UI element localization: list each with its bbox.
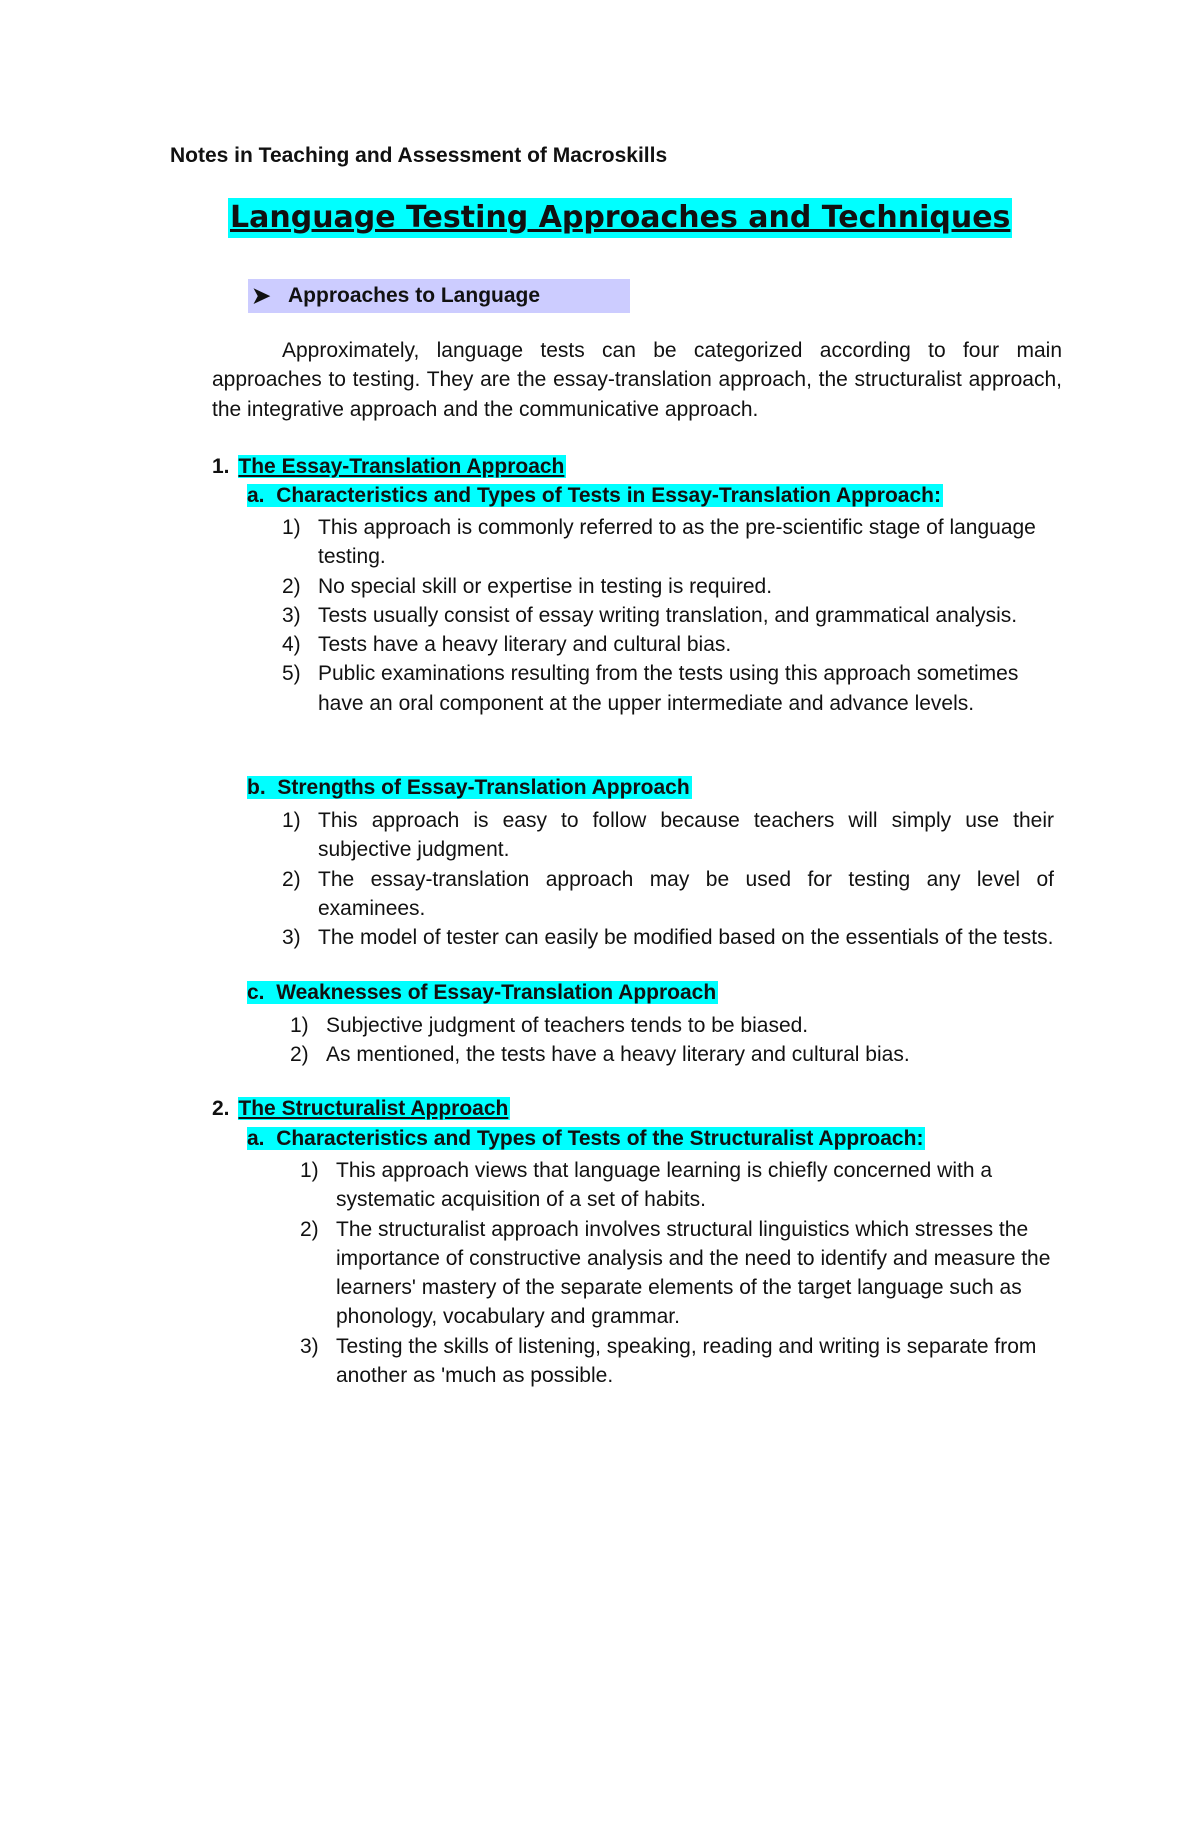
- list-2a: [300, 1156, 1058, 1390]
- section-1-heading: [212, 455, 566, 479]
- section-title: The Essay-Translation Approach: [238, 455, 565, 478]
- document-header: Notes in Teaching and Assessment of Macroskills: [170, 144, 668, 167]
- intro-paragraph: [212, 336, 1062, 424]
- subsection-title: Weaknesses of Essay-Translation Approach: [276, 981, 717, 1004]
- subsection-letter: b.: [247, 776, 266, 799]
- list-item: 2) As mentioned, the tests have a heavy literary and cultural bias.: [290, 1043, 910, 1067]
- subsection-1b-heading: [247, 776, 692, 800]
- list-item: 3) The model of tester can easily be modified based on the essentials of the tests.: [282, 926, 1054, 950]
- subsection-1c-heading: [247, 981, 718, 1005]
- list-item: 3) Tests usually consist of essay writing translation, and grammatical analysis.: [282, 603, 1018, 627]
- subsection-title: Strengths of Essay-Translation Approach: [277, 776, 690, 799]
- section-title: The Structuralist Approach: [238, 1097, 509, 1120]
- list-1c: [290, 1011, 1046, 1070]
- arrow-bullet-icon: ➤: [252, 283, 271, 308]
- subsection-title: Characteristics and Types of Tests in Essay-Translation Approach:: [276, 484, 941, 507]
- approaches-heading: Approaches to Language: [288, 284, 541, 307]
- subsection-letter: a.: [247, 484, 265, 507]
- subsection-title: Characteristics and Types of Tests of the Structuralist Approach:: [276, 1127, 924, 1150]
- list-1a: [282, 513, 1038, 718]
- list-item: 2) The essay-translation approach may be used for testing any level of examinees.: [282, 867, 1054, 920]
- subsection-2a-heading: [247, 1127, 925, 1151]
- list-item: 5) Public examinations resulting from the tests using this approach sometimes have an oral component at the upper intermediate and advance levels.: [282, 662, 1019, 715]
- subsection-1a-heading: [247, 484, 943, 508]
- list-item: 2) No special skill or expertise in testing is required.: [282, 574, 773, 598]
- subsection-letter: c.: [247, 981, 265, 1004]
- list-item: 2) The structuralist approach involves structural linguistics which stresses the importance of constructive analysis and the need to identify and measure the learners' mastery of the separate elements of the target language such as phonology, vocabulary and grammar.: [300, 1217, 1051, 1329]
- list-item: 3) Testing the skills of listening, speaking, reading and writing is separate from another as 'much as possible.: [300, 1334, 1037, 1388]
- subsection-letter: a.: [247, 1127, 265, 1150]
- section-2-heading: [212, 1097, 510, 1121]
- section-number: 1.: [212, 455, 230, 478]
- list-item: 1) Subjective judgment of teachers tends to be biased.: [290, 1014, 809, 1037]
- list-1b: [282, 806, 1054, 952]
- list-item: 1) This approach is easy to follow because teachers will simply use their subjective judgment.: [282, 809, 1054, 862]
- section-number: 2.: [212, 1097, 230, 1120]
- list-item: 1) This approach is commonly referred to as the pre-scientific stage of language testing.: [282, 516, 1036, 569]
- intro-text: Approximately, language tests can be categorized according to four main approaches to testing. They are the essay-translation approach, the structuralist approach, the integrative approach and the communicative approach.: [212, 339, 1062, 421]
- list-item: 4) Tests have a heavy literary and cultural bias.: [282, 633, 732, 657]
- list-item: 1) This approach views that language learning is chiefly concerned with a systematic acquisition of a set of habits.: [300, 1159, 993, 1212]
- document-title: Language Testing Approaches and Techniques: [228, 198, 1012, 238]
